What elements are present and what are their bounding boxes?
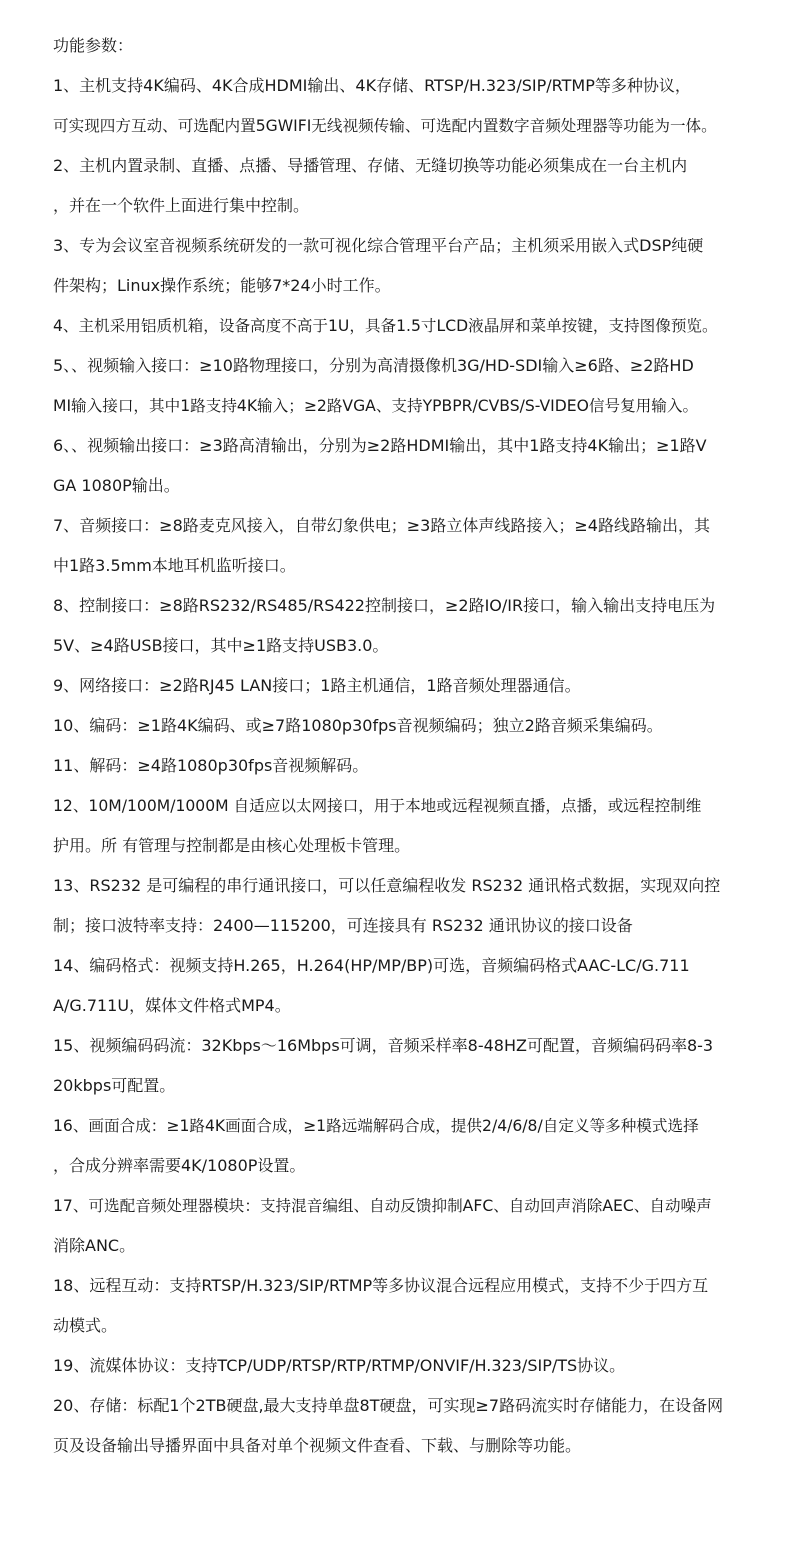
spec-line: 12、10M/100M/1000M 自适应以太网接口，用于本地或远程视频直播，点播，或远程控制维 xyxy=(53,797,702,815)
spec-line: 3、专为会议室音视频系统研发的一款可视化综合管理平台产品；主机须采用嵌入式DSP纯硬 xyxy=(53,236,704,255)
spec-line: 4、主机采用铝质机箱，设备高度不高于1U，具备1.5寸LCD液晶屏和菜单按键，支持图像预览。 xyxy=(53,317,718,335)
spec-line: MI输入接口，其中1路支持4K输入；≥2路VGA、支持YPBPR/CVBS/S-VIDEO信号复用输入。 xyxy=(53,397,699,415)
spec-line: 6、、视频输出接口：≥3路高清输出，分别为≥2路HDMI输出，其中1路支持4K输出；≥1路V xyxy=(53,436,707,455)
spec-line: 动模式。 xyxy=(53,1316,118,1335)
spec-line: 件架构；Linux操作系统；能够7*24小时工作。 xyxy=(53,276,391,295)
spec-line: 20、存储：标配1个2TB硬盘,最大支持单盘8T硬盘，可实现≥7路码流实时存储能力，在设备网 xyxy=(53,1396,724,1415)
spec-line: 17、可选配音频处理器模块：支持混音编组、自动反馈抑制AFC、自动回声消除AEC、自动噪声 xyxy=(53,1197,712,1215)
spec-line: GA 1080P输出。 xyxy=(53,476,180,495)
spec-line: 14、编码格式：视频支持H.265，H.264(HP/MP/BP)可选，音频编码格式AAC-LC/G.711 xyxy=(53,956,690,975)
spec-line: 5V、≥4路USB接口，其中≥1路支持USB3.0。 xyxy=(53,636,389,655)
spec-line: 5、、视频输入接口：≥10路物理接口，分别为高清摄像机3G/HD-SDI输入≥6路、≥2路HD xyxy=(53,356,694,375)
spec-line: 15、视频编码码流：32Kbps～16Mbps可调，音频采样率8-48HZ可配置，音频编码码率8-3 xyxy=(53,1036,714,1055)
spec-line: 13、RS232 是可编程的串行通讯接口，可以任意编程收发 RS232 通讯格式数据，实现双向控 xyxy=(53,876,721,895)
spec-line: 11、解码：≥4路1080p30fps音视频解码。 xyxy=(53,756,369,775)
spec-line: 8、控制接口：≥8路RS232/RS485/RS422控制接口，≥2路IO/IR接口，输入输出支持电压为 xyxy=(53,596,716,615)
spec-line: A/G.711U，媒体文件格式MP4。 xyxy=(53,996,291,1015)
spec-line: 1、主机支持4K编码、4K合成HDMI输出、4K存储、RTSP/H.323/SIP/RTMP等多种协议， xyxy=(53,76,691,95)
spec-line: 7、音频接口：≥8路麦克风接入，自带幻象供电；≥3路立体声线路接入；≥4路线路输出，其 xyxy=(53,516,710,535)
spec-line: 10、编码：≥1路4K编码、或≥7路1080p30fps音视频编码；独立2路音频采集编码。 xyxy=(53,716,663,735)
spec-line: 可实现四方互动、可选配内置5GWIFI无线视频传输、可选配内置数字音频处理器等功能为一体。 xyxy=(53,117,717,135)
spec-line: 制；接口波特率支持：2400—115200，可连接具有 RS232 通讯协议的接口设备 xyxy=(53,916,633,935)
spec-line: ，合成分辨率需要4K/1080P设置。 xyxy=(53,1156,306,1175)
spec-line: 中1路3.5mm本地耳机监听接口。 xyxy=(53,556,296,575)
spec-line: 19、流媒体协议：支持TCP/UDP/RTSP/RTP/RTMP/ONVIF/H.323/SIP/TS协议。 xyxy=(53,1356,626,1375)
spec-line: 页及设备输出导播界面中具备对单个视频文件查看、下载、与删除等功能。 xyxy=(53,1436,582,1455)
spec-line: 18、远程互动：支持RTSP/H.323/SIP/RTMP等多协议混合远程应用模式，支持不少于四方互 xyxy=(53,1276,709,1295)
spec-line: 9、网络接口：≥2路RJ45 LAN接口；1路主机通信，1路音频处理器通信。 xyxy=(53,676,581,695)
doc-title: 功能参数： xyxy=(53,36,134,55)
spec-line: 护用。所 有管理与控制都是由核心处理板卡管理。 xyxy=(53,836,411,855)
spec-line: 2、主机内置录制、直播、点播、导播管理、存储、无缝切换等功能必须集成在一台主机内 xyxy=(53,156,688,175)
spec-document xyxy=(53,33,793,1473)
spec-line: ，并在一个软件上面进行集中控制。 xyxy=(53,196,310,215)
spec-line: 16、画面合成：≥1路4K画面合成，≥1路远端解码合成，提供2/4/6/8/自定义等多种模式选择 xyxy=(53,1117,699,1135)
spec-line: 20kbps可配置。 xyxy=(53,1076,176,1095)
spec-line: 消除ANC。 xyxy=(53,1236,136,1255)
